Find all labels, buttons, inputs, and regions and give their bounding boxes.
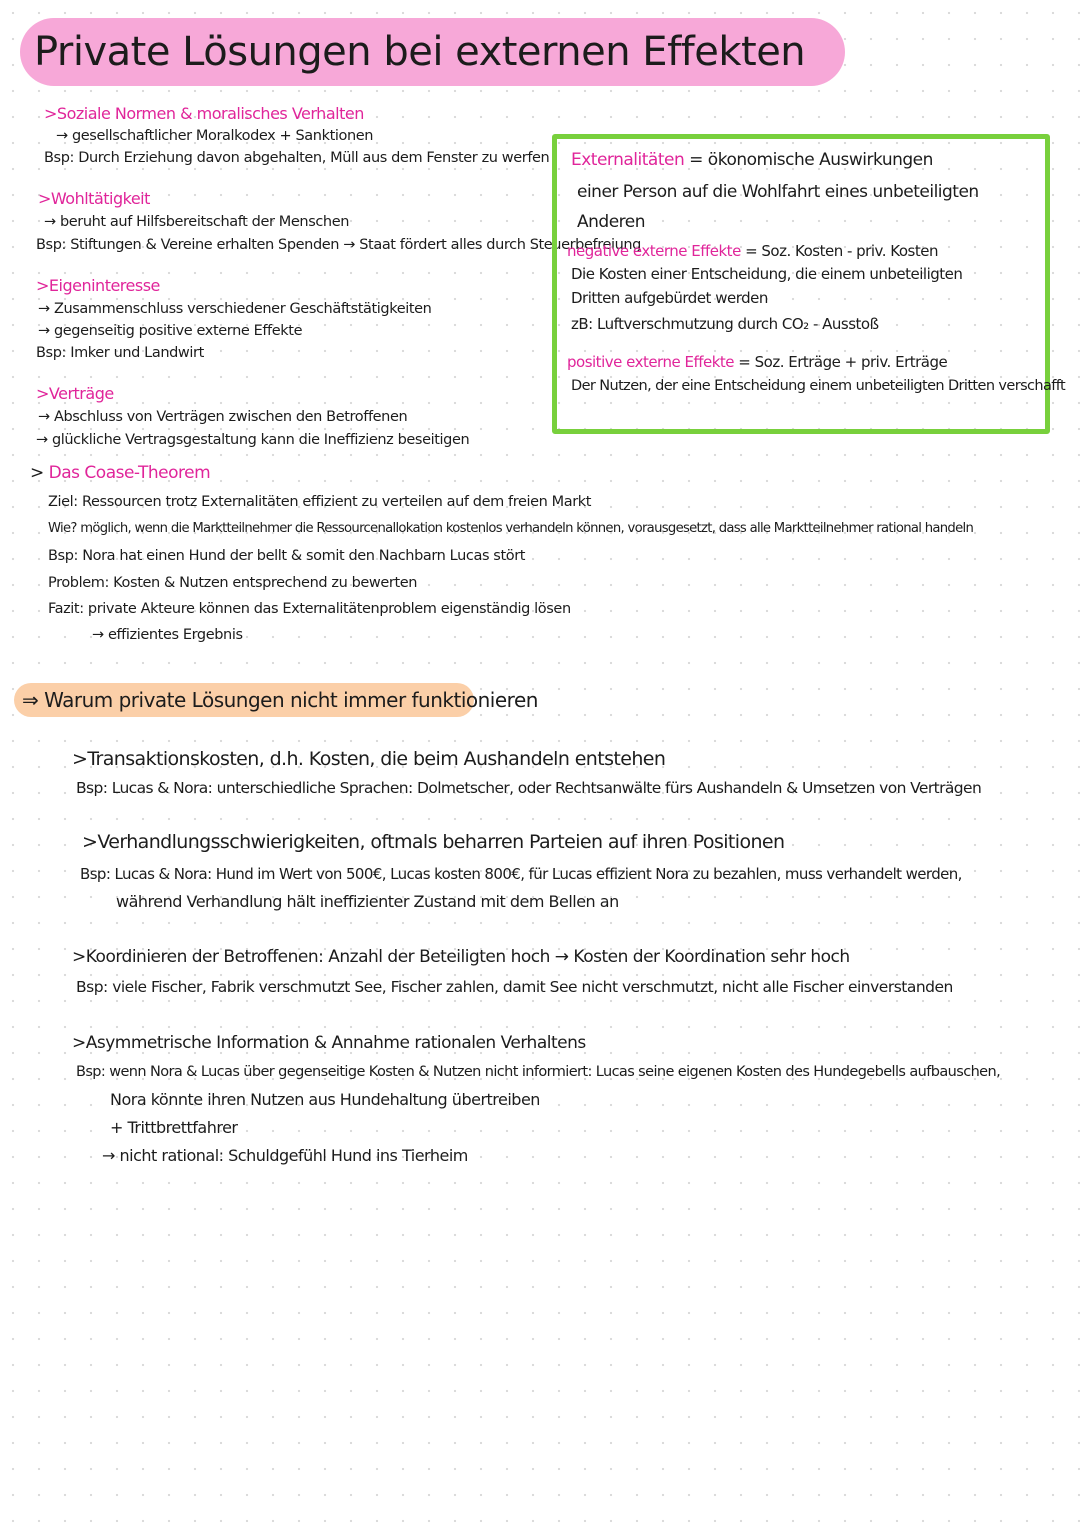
note-line: Bsp: wenn Nora & Lucas über gegenseitige Kosten & Nutzen nicht informiert: Lucas seine eigenen Kosten des Hundegebells aufbauschen,	[76, 1064, 1001, 1080]
note-line: Bsp: Lucas & Nora: unterschiedliche Sprachen: Dolmetscher, oder Rechtsanwälte fürs Aushandeln & Umsetzen von Verträgen	[76, 779, 982, 797]
note-line: + Trittbrettfahrer	[110, 1118, 238, 1137]
note-line: zB: Luftverschmutzung durch CO₂ - Ausstoß	[571, 315, 879, 333]
note-line: → effizientes Ergebnis	[92, 627, 243, 643]
note-line: Die Kosten einer Entscheidung, die einem unbeteiligten	[571, 265, 963, 283]
note-line: Bsp: Durch Erziehung davon abgehalten, Müll aus dem Fenster zu werfen	[44, 150, 550, 166]
note-line: Bsp: Stiftungen & Vereine erhalten Spenden → Staat fördert alles durch Steuerbefreiung	[36, 237, 641, 253]
negative-effects-formula: = Soz. Kosten - priv. Kosten	[740, 242, 938, 260]
note-line: → glückliche Vertragsgestaltung kann die Ineffizienz beseitigen	[36, 432, 470, 448]
bullet-marker: >	[30, 463, 49, 483]
note-line: Nora könnte ihren Nutzen aus Hundehaltung übertreiben	[110, 1090, 540, 1109]
positive-effects-heading: positive externe Effekte	[567, 353, 735, 371]
note-line: Dritten aufgebürdet werden	[571, 289, 768, 307]
note-line: Bsp: Lucas & Nora: Hund im Wert von 500€, Lucas kosten 800€, für Lucas effizient Nora zu bezahlen, muss verhandelt werden,	[80, 865, 962, 883]
heading-vertraege: >Verträge	[36, 384, 114, 403]
externalities-text: = ökonomische Auswirkungen	[684, 150, 933, 170]
negative-effects-heading: negative externe Effekte	[567, 242, 741, 260]
note-line: → beruht auf Hilfsbereitschaft der Menschen	[44, 214, 350, 230]
note-line: Bsp: Imker und Landwirt	[36, 345, 204, 361]
note-line: während Verhandlung hält ineffizienter Zustand mit dem Bellen an	[116, 892, 619, 911]
coase-title: Das Coase-Theorem	[48, 463, 211, 483]
externalities-heading: Externalitäten	[571, 150, 685, 170]
positive-effects-definition	[567, 351, 947, 373]
heading-eigeninteresse: >Eigeninteresse	[36, 276, 160, 295]
externalities-definition	[571, 147, 933, 173]
note-line: Der Nutzen, der eine Entscheidung einem unbeteiligten Dritten verschafft	[571, 378, 1066, 394]
note-line: → nicht rational: Schuldgefühl Hund ins Tierheim	[102, 1146, 468, 1165]
negative-effects-definition	[567, 240, 938, 262]
note-line: → Zusammenschluss verschiedener Geschäftstätigkeiten	[38, 301, 432, 317]
section2-heading: ⇒ Warum private Lösungen nicht immer funktionieren	[14, 683, 474, 717]
page-title: Private Lösungen bei externen Effekten	[20, 18, 845, 86]
note-line: Fazit: private Akteure können das Externalitätenproblem eigenständig lösen	[48, 601, 571, 617]
note-line: Wie? möglich, wenn die Marktteilnehmer die Ressourcenallokation kostenlos verhandeln können, vorausgesetzt, dass alle Marktteilnehmer rational handeln	[48, 521, 974, 536]
note-line: Anderen	[577, 212, 646, 232]
heading-verhandlung: >Verhandlungsschwierigkeiten, oftmals beharren Parteien auf ihren Positionen	[82, 831, 785, 853]
externalities-box	[552, 134, 1066, 434]
note-line: → Abschluss von Verträgen zwischen den Betroffenen	[38, 409, 408, 425]
note-line: Bsp: Nora hat einen Hund der bellt & somit den Nachbarn Lucas stört	[48, 548, 526, 564]
coase-heading	[30, 462, 210, 484]
heading-transaktionskosten: >Transaktionskosten, d.h. Kosten, die beim Aushandeln entstehen	[72, 748, 666, 770]
note-line: Ziel: Ressourcen trotz Externalitäten effizient zu verteilen auf dem freien Markt	[48, 494, 592, 510]
heading-soziale-normen: >Soziale Normen & moralisches Verhalten	[44, 104, 364, 123]
positive-effects-formula: = Soz. Erträge + priv. Erträge	[734, 353, 948, 371]
heading-wohltaetigkeit: >Wohltätigkeit	[38, 189, 150, 208]
heading-asymmetrisch: >Asymmetrische Information & Annahme rationalen Verhaltens	[72, 1033, 586, 1053]
note-line: → gegenseitig positive externe Effekte	[38, 323, 303, 339]
note-line: → gesellschaftlicher Moralkodex + Sanktionen	[56, 128, 374, 144]
note-line: einer Person auf die Wohlfahrt eines unbeteiligten	[577, 182, 979, 202]
note-line: Problem: Kosten & Nutzen entsprechend zu bewerten	[48, 575, 418, 591]
heading-koordination: >Koordinieren der Betroffenen: Anzahl der Beteiligten hoch → Kosten der Koordination sehr hoch	[72, 947, 850, 967]
note-line: Bsp: viele Fischer, Fabrik verschmutzt See, Fischer zahlen, damit See nicht verschmutzt, nicht alle Fischer einverstanden	[76, 978, 953, 996]
